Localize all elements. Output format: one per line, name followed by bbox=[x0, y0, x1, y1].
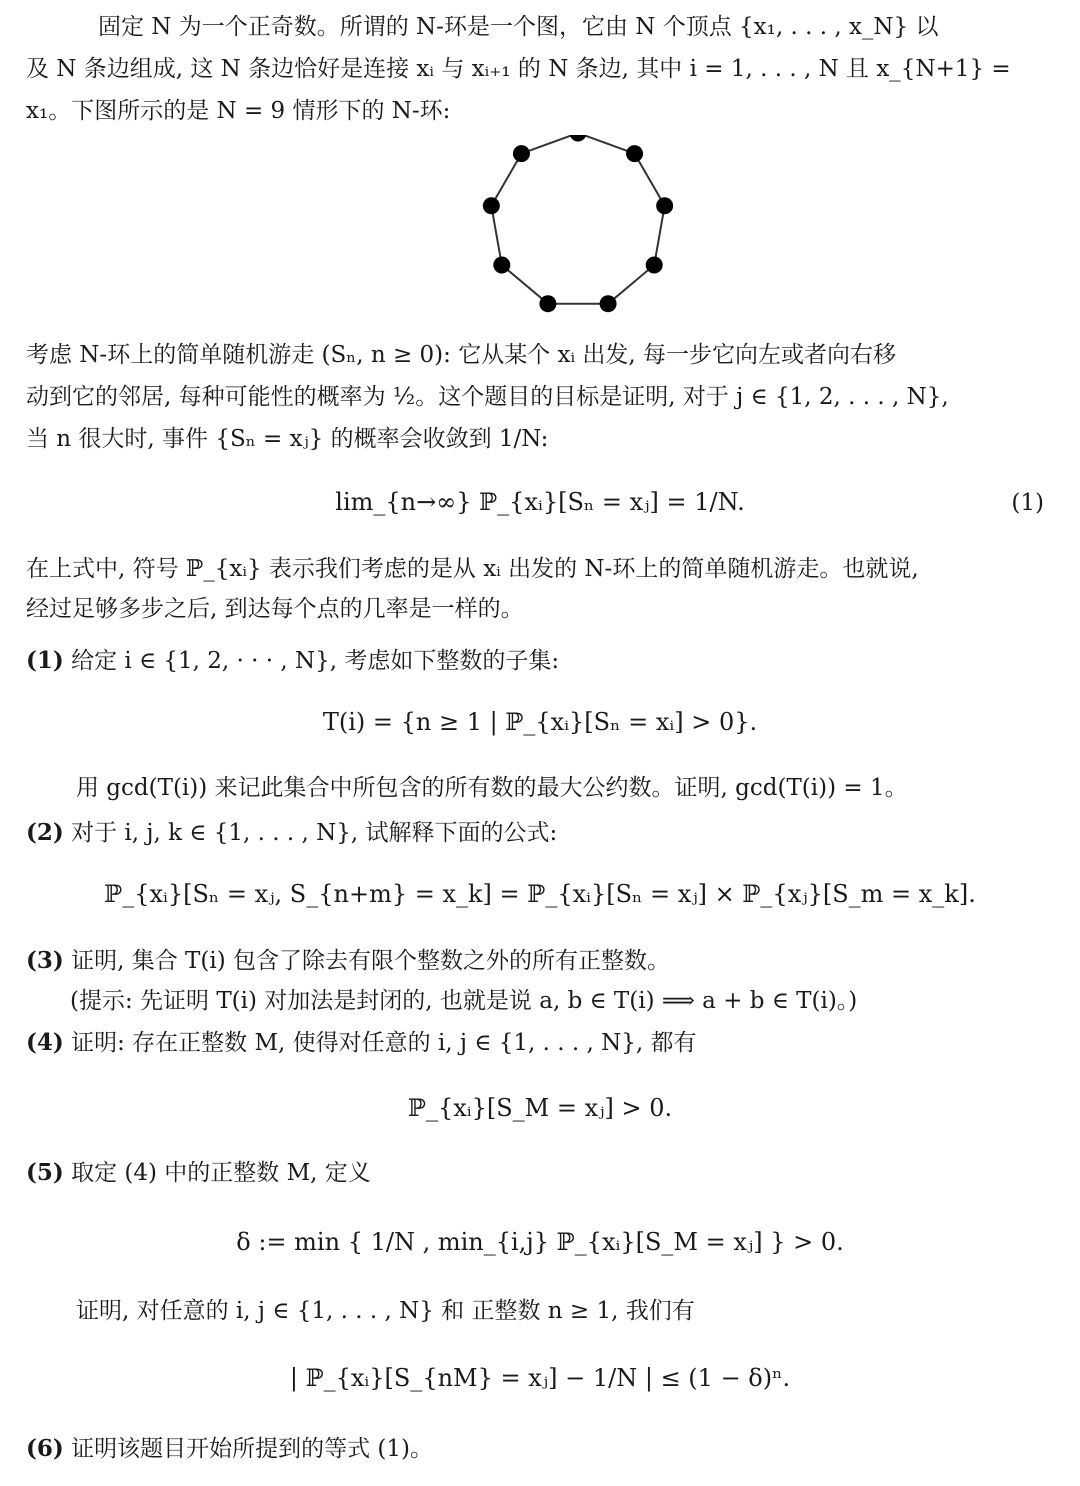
question-6-text: 证明该题目开始所提到的等式 (1)。 bbox=[71, 1436, 433, 1462]
question-4-text: 证明: 存在正整数 M, 使得对任意的 i, j ∈ {1, . . . , N}, 都有 bbox=[71, 1030, 697, 1056]
ring-vertex bbox=[600, 295, 617, 312]
explain-line-1: 在上式中, 符号 ℙ_{xᵢ} 表示我们考虑的是从 xᵢ 出发的 N-环上的简单随机游走。也就说, bbox=[26, 556, 919, 582]
question-3 bbox=[26, 940, 1056, 982]
question-2 bbox=[26, 812, 1056, 854]
ring-edge bbox=[521, 135, 578, 154]
question-4-label: (4) bbox=[26, 1029, 64, 1056]
walk-line-3: 当 n 很大时, 事件 {Sₙ = xⱼ} 的概率会收敛到 1/N: bbox=[26, 426, 549, 452]
question-4-formula: ℙ_{xᵢ}[S_M = xⱼ] > 0. bbox=[407, 1094, 673, 1122]
question-2-text: 对于 i, j, k ∈ {1, . . . , N}, 试解释下面的公式: bbox=[71, 820, 558, 846]
question-2-label: (2) bbox=[26, 819, 64, 846]
ring-edge bbox=[608, 265, 654, 304]
question-5-after: 证明, 对任意的 i, j ∈ {1, . . . , N} 和 正整数 n ≥ 1, 我们有 bbox=[76, 1298, 695, 1324]
question-1-label: (1) bbox=[26, 647, 64, 674]
ring-edge bbox=[491, 206, 501, 265]
equation-1: lim_{n→∞} ℙ_{xᵢ}[Sₙ = xⱼ] = 1/N. bbox=[335, 488, 745, 516]
question-6 bbox=[26, 1428, 1056, 1470]
question-5-formula-2: | ℙ_{xᵢ}[S_{nM} = xⱼ] − 1/N | ≤ (1 − δ)ⁿ. bbox=[289, 1364, 791, 1392]
question-3-text: 证明, 集合 T(i) 包含了除去有限个整数之外的所有正整数。 bbox=[71, 948, 670, 974]
ring-vertex bbox=[493, 257, 510, 274]
ring-edge bbox=[502, 265, 548, 304]
nonagon-ring-figure bbox=[480, 135, 680, 315]
question-6-label: (6) bbox=[26, 1435, 64, 1462]
ring-vertex bbox=[626, 145, 643, 162]
question-1-after: 用 gcd(T(i)) 来记此集合中所包含的所有数的最大公约数。证明, gcd(T(i)) = 1。 bbox=[76, 775, 908, 801]
question-3-hint: (提示: 先证明 T(i) 对加法是封闭的, 也就是说 a, b ∈ T(i) ⟹ a + b ∈ T(i)。) bbox=[70, 988, 858, 1014]
question-2-formula: ℙ_{xᵢ}[Sₙ = xⱼ, S_{n+m} = x_k] = ℙ_{xᵢ}[Sₙ = xⱼ] × ℙ_{xⱼ}[S_m = x_k]. bbox=[104, 880, 976, 908]
ring-edge bbox=[635, 154, 665, 206]
intro-line-2: 及 N 条边组成, 这 N 条边恰好是连接 xᵢ 与 xᵢ₊₁ 的 N 条边, 其中 i = 1, . . . , N 且 x_{N+1} = bbox=[26, 56, 1011, 82]
ring-vertex bbox=[483, 197, 500, 214]
question-4 bbox=[26, 1022, 1056, 1064]
ring-vertex bbox=[513, 145, 530, 162]
question-5-text: 取定 (4) 中的正整数 M, 定义 bbox=[71, 1160, 371, 1186]
question-3-label: (3) bbox=[26, 947, 64, 974]
walk-line-1: 考虑 N-环上的简单随机游走 (Sₙ, n ≥ 0): 它从某个 xᵢ 出发, 每一步它向左或者向右移 bbox=[26, 342, 897, 368]
ring-vertex bbox=[656, 197, 673, 214]
intro-line-3: x₁。下图所示的是 N = 9 情形下的 N-环: bbox=[26, 98, 451, 124]
question-1-text: 给定 i ∈ {1, 2, · · · , N}, 考虑如下整数的子集: bbox=[71, 648, 560, 674]
ring-edge bbox=[578, 135, 635, 154]
equation-1-number: (1) bbox=[1011, 490, 1044, 516]
ring-edge bbox=[654, 206, 664, 265]
ring-vertex bbox=[646, 257, 663, 274]
question-5 bbox=[26, 1152, 1056, 1194]
ring-vertices bbox=[483, 135, 673, 312]
ring-vertex bbox=[539, 295, 556, 312]
ring-edge bbox=[491, 154, 521, 206]
question-1-formula: T(i) = {n ≥ 1 | ℙ_{xᵢ}[Sₙ = xᵢ] > 0}. bbox=[322, 708, 758, 736]
question-5-label: (5) bbox=[26, 1159, 64, 1186]
walk-line-2: 动到它的邻居, 每种可能性的概率为 ½。这个题目的目标是证明, 对于 j ∈ {1, 2, . . . , N}, bbox=[26, 384, 949, 410]
explain-line-2: 经过足够多步之后, 到达每个点的几率是一样的。 bbox=[26, 596, 524, 622]
intro-line-1: 固定 N 为一个正奇数。所谓的 N-环是一个图，它由 N 个顶点 {x₁, . . . , x_N} 以 bbox=[98, 14, 939, 40]
question-1 bbox=[26, 640, 1056, 682]
ring-vertex bbox=[570, 135, 587, 142]
question-5-formula: δ := min { 1/N , min_{i,j} ℙ_{xᵢ}[S_M = xⱼ] } > 0. bbox=[236, 1228, 844, 1256]
